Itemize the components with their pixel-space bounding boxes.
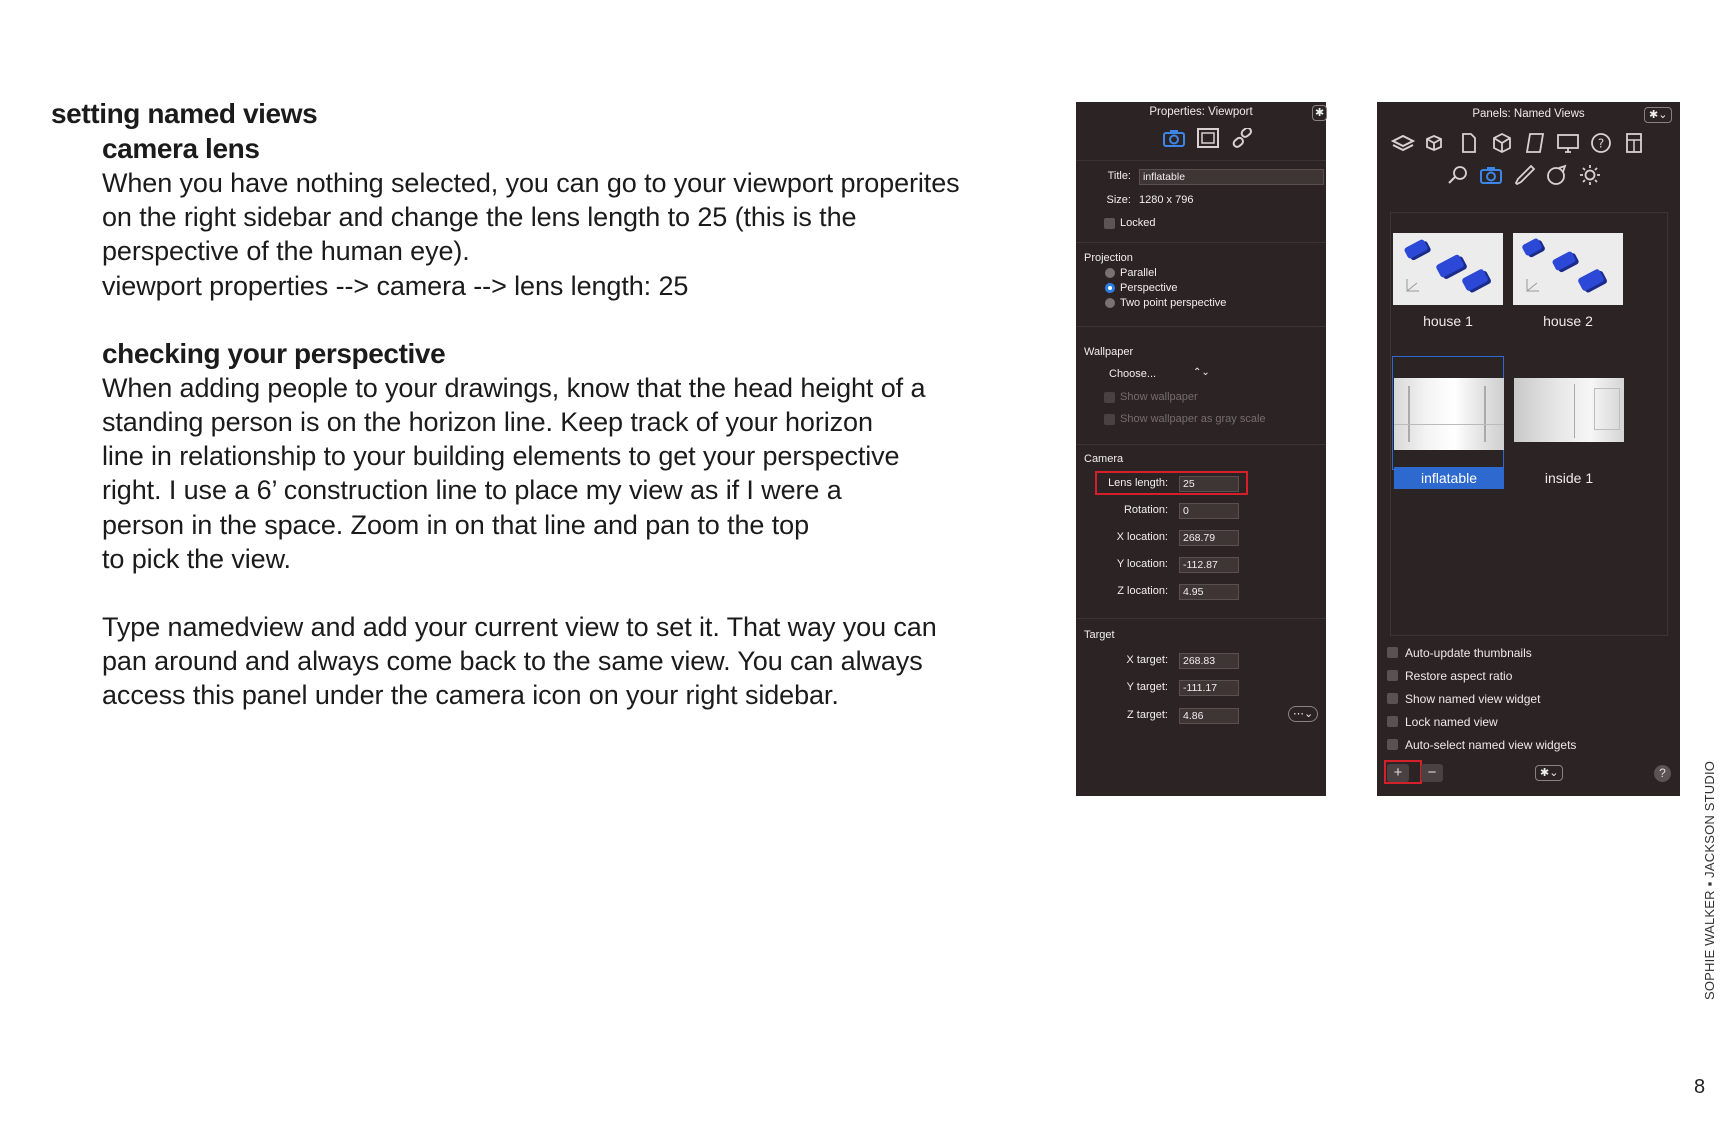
gear-icon[interactable]: ✱⌄ (1535, 765, 1563, 781)
page-title: setting named views (51, 98, 318, 129)
document-body (51, 96, 1031, 713)
named-views-list (1390, 212, 1668, 636)
author-credit: SOPHIE WALKER ▪ JACKSON STUDIO (1702, 760, 1717, 1000)
option-auto-update: Auto-update thumbnails (1405, 646, 1532, 660)
gear-icon[interactable]: ✱⌄ (1644, 107, 1672, 123)
help-button[interactable]: ? (1654, 765, 1671, 782)
show-widget-checkbox[interactable] (1387, 693, 1398, 704)
show-wallpaper-checkbox[interactable] (1104, 392, 1115, 403)
z-location-field[interactable]: 4.95 (1179, 584, 1239, 600)
panel-tab-bar-row2 (1446, 164, 1602, 188)
view-label-inside-1[interactable]: inside 1 (1544, 470, 1594, 486)
help-icon[interactable] (1589, 132, 1613, 156)
wallpaper-choose-select[interactable]: Choose... (1109, 368, 1157, 380)
radio-perspective[interactable] (1105, 283, 1115, 293)
locked-label: Locked (1120, 217, 1156, 229)
notes-icon[interactable] (1622, 132, 1646, 156)
materials-icon[interactable] (1545, 164, 1569, 188)
y-location-label: Y location: (1116, 558, 1168, 570)
x-location-label: X location: (1116, 531, 1168, 543)
projection-option-perspective: Perspective (1120, 282, 1178, 294)
size-value: 1280 x 796 (1139, 194, 1194, 206)
content-indent (102, 132, 1031, 713)
panel-title: Properties: Viewport (1149, 106, 1253, 118)
remove-view-button[interactable]: − (1421, 764, 1443, 782)
view-label-house-1[interactable]: house 1 (1423, 313, 1473, 329)
projection-option-two-point: Two point perspective (1120, 297, 1227, 309)
named-views-panel (1377, 102, 1680, 796)
cube-icon[interactable] (1490, 132, 1514, 156)
section-body-namedview: Type namedview and add your current view to set it. That way you can pan around and always come back to the same view. You can always access this panel under the camera icon on your right sidebar. (102, 612, 937, 711)
lens-length-label: Lens length: (1108, 477, 1168, 489)
brush-icon[interactable] (1512, 164, 1536, 188)
z-location-label: Z location: (1117, 585, 1168, 597)
lens-length-highlight (1095, 471, 1248, 495)
svg-text:?: ? (1597, 136, 1605, 151)
auto-select-checkbox[interactable] (1387, 739, 1398, 750)
layers-icon[interactable] (1391, 132, 1415, 156)
radio-parallel[interactable] (1105, 268, 1115, 278)
section-heading-perspective: checking your perspective (102, 337, 446, 369)
projection-option-parallel: Parallel (1120, 267, 1157, 279)
option-restore-aspect: Restore aspect ratio (1405, 669, 1513, 683)
page-number: 8 (1694, 1076, 1706, 1098)
panel-tab-bar-row1 (1391, 132, 1646, 156)
restore-aspect-checkbox[interactable] (1387, 670, 1398, 681)
wallpaper-heading: Wallpaper (1084, 346, 1134, 358)
show-wallpaper-label: Show wallpaper (1120, 391, 1198, 403)
option-lock-view: Lock named view (1405, 715, 1498, 729)
add-button-highlight (1384, 760, 1422, 784)
section-heading-camera-lens: camera lens (102, 133, 260, 164)
section-body-camera-lens: When you have nothing selected, you can go to your viewport properites on the right sidebar and change the lens length to 25 (this is the perspective of the human eye). viewport properties --> camera --> lens length: 25 (102, 168, 960, 301)
x-location-field[interactable]: 268.79 (1179, 530, 1239, 546)
title-field[interactable]: inflatable (1139, 169, 1324, 185)
target-options-icon[interactable]: ⋯⌄ (1288, 706, 1318, 722)
thumbnail-house-1[interactable] (1393, 233, 1503, 305)
show-wallpaper-gray-label: Show wallpaper as gray scale (1120, 413, 1266, 425)
select-arrows-icon: ⌃⌄ (1193, 367, 1210, 378)
title-label: Title: (1107, 170, 1131, 182)
viewport-tab-bar (1162, 128, 1254, 152)
option-show-widget: Show named view widget (1405, 692, 1541, 706)
option-auto-select: Auto-select named view widgets (1405, 738, 1577, 752)
y-location-field[interactable]: -112.87 (1179, 557, 1239, 573)
x-target-label: X target: (1126, 654, 1168, 666)
display-icon[interactable] (1556, 132, 1580, 156)
z-target-field[interactable]: 4.86 (1179, 708, 1239, 724)
lock-view-checkbox[interactable] (1387, 716, 1398, 727)
link-icon[interactable] (1230, 128, 1254, 152)
camera-icon[interactable] (1479, 164, 1503, 188)
view-label-house-2[interactable]: house 2 (1543, 313, 1593, 329)
thumbnail-house-2[interactable] (1513, 233, 1623, 305)
auto-update-checkbox[interactable] (1387, 647, 1398, 658)
sun-icon[interactable] (1578, 164, 1602, 188)
y-target-label: Y target: (1126, 681, 1168, 693)
add-view-button[interactable]: + (1387, 764, 1409, 782)
z-target-label: Z target: (1127, 709, 1168, 721)
viewport-properties-panel (1076, 102, 1326, 796)
projection-heading: Projection (1084, 252, 1133, 264)
x-target-field[interactable]: 268.83 (1179, 653, 1239, 669)
section-body-perspective: When adding people to your drawings, know that the head height of a standing person is on the horizon line. Keep track of your horizon line in relationship to your building elements to get your perspective right. I use a 6’ construction line to place my view as if I were a person in the space. Zoom in on that line and pan to the top to pick the view. (102, 372, 926, 574)
lens-length-field[interactable]: 25 (1179, 476, 1239, 492)
frame-icon[interactable] (1196, 128, 1220, 152)
rotation-label: Rotation: (1123, 504, 1168, 516)
objects-icon[interactable] (1424, 132, 1448, 156)
locked-checkbox[interactable] (1104, 218, 1115, 229)
thumbnail-inflatable[interactable] (1394, 378, 1504, 450)
rotation-field[interactable]: 0 (1179, 503, 1239, 519)
y-target-field[interactable]: -111.17 (1179, 680, 1239, 696)
search-icon[interactable] (1446, 164, 1470, 188)
document-icon[interactable] (1457, 132, 1481, 156)
camera-icon[interactable] (1162, 128, 1186, 152)
radio-two-point[interactable] (1105, 298, 1115, 308)
layouts-icon[interactable] (1523, 132, 1547, 156)
target-heading: Target (1084, 629, 1115, 641)
thumbnail-inside-1[interactable] (1514, 378, 1624, 442)
view-label-inflatable[interactable]: inflatable (1394, 467, 1504, 489)
size-label: Size: (1106, 194, 1131, 206)
camera-heading: Camera (1084, 453, 1124, 465)
gear-icon[interactable]: ✱ (1312, 105, 1327, 121)
panel-title: Panels: Named Views (1472, 108, 1585, 120)
show-wallpaper-gray-checkbox[interactable] (1104, 414, 1115, 425)
